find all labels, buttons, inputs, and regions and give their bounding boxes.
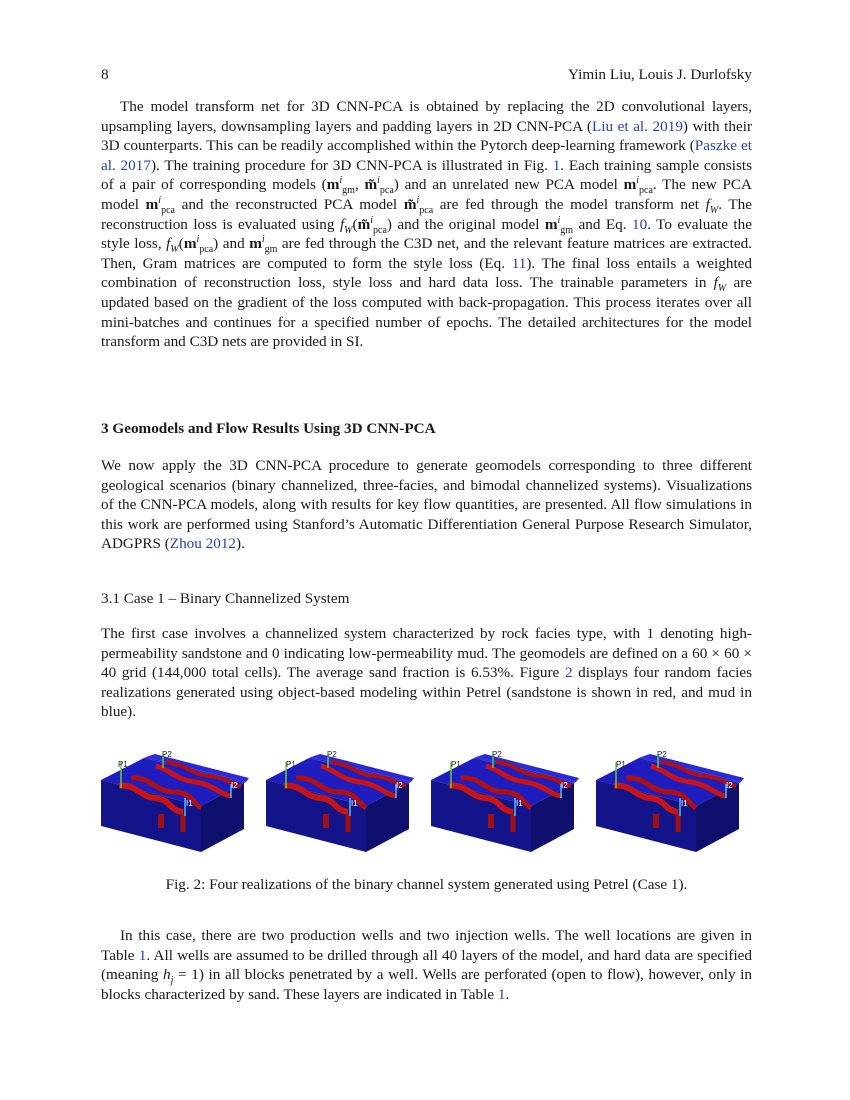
well-label-p2: P2 (327, 750, 337, 759)
well-label-p1: P1 (451, 760, 461, 769)
well-label-i2: I2 (231, 781, 238, 790)
well-label-p1: P1 (286, 760, 296, 769)
figure-2-realizations (101, 748, 752, 860)
running-authors: Yimin Liu, Louis J. Durlofsky (568, 66, 752, 83)
well-label-p1: P1 (118, 760, 128, 769)
page-header (101, 66, 752, 86)
realization-4 (596, 750, 744, 852)
realization-2 (266, 750, 414, 852)
well-label-i1: I1 (186, 799, 193, 808)
paragraph-case1-description: The first case involves a channelized system characterized by rock facies type, with 1 denoting high-permeability sandstone and 0 indicating low-permeability mud. The geomodels are defined on a 60 × 60 × 40 grid (144,000 total cells). The average sand fraction is 6.53%. Figure 2 displays four random facies realizations generated using object-based modeling within Petrel (sandstone is shown in red, and mud in blue). (101, 625, 753, 721)
well-label-i2: I2 (561, 781, 568, 790)
paragraph-section3-intro: We now apply the 3D CNN-PCA procedure to generate geomodels corresponding to three different geological scenarios (binary channelized, three-facies, and bimodal channelized systems). Visualizations of the CNN-PCA models, along with results for key flow quantities, are presented. All flow simulations in this work are performed using Stanford’s Automatic Differentiation General Purpose Research Simulator, ADGPRS (Zhou 2012). (101, 457, 752, 553)
paragraph-training-procedure: The model transform net for 3D CNN-PCA is obtained by replacing the 2D convolutional layers, upsampling layers, downsampling layers and padding layers in 2D CNN-PCA (Liu et al. 2019) with their 3D counterparts. This can be readily accomplished within the Pytorch deep-learning framework (Paszke et al. 2017). The training procedure for 3D CNN-PCA is illustrated in Fig. 1. Each training sample consists of a pair of corresponding models ($m^i_{gm}$, m̃$^i_{pca}$) and an unrelated new PCA model $m^i_{pca}$. The new PCA model $m^i_{pca}$ and the reconstructed PCA model m̃$^i_{pca}$ are fed through the model transform net $f_W$. The reconstruction loss is evaluated using $f_W(m̃^i_{pca})$ and the original model $m^i_{gm}$ and Eq. 10. To evaluate the style loss, $f_W(m^i_{pca})$ and $m^i_{gm}$ are fed through the C3D net, and the relevant feature matrices are extracted. Then, Gram matrices are computed to form the style loss (Eq. 11). The final loss entails a weighted combination of reconstruction loss, style loss and hard data loss. The trainable parameters in $f_W$ are updated based on the gradient of the loss computed with back-propagation. This process iterates over all mini-batches and continues for a specified number of epochs. The detailed architectures for the model transform and C3D nets are provided in SI. (101, 98, 753, 351)
well-label-p2: P2 (162, 750, 172, 759)
equation-ref-10[interactable]: 10 (632, 215, 648, 233)
figure-ref-1[interactable]: 1 (552, 156, 561, 174)
well-label-i1: I1 (681, 799, 688, 808)
citation-zhou-2012[interactable]: Zhou 2012 (169, 535, 237, 553)
citation-paszke-2017[interactable]: Paszke et al. 2017 (101, 137, 752, 174)
well-label-p2: P2 (657, 750, 667, 759)
well-label-p1: P1 (616, 760, 626, 769)
well-label-p2: P2 (492, 750, 502, 759)
section-heading-3: 3 Geomodels and Flow Results Using 3D CNN-PCA (101, 420, 436, 437)
well-label-i2: I2 (396, 781, 403, 790)
realization-1 (101, 750, 249, 852)
well-label-i1: I1 (516, 799, 523, 808)
figure-2-caption: Fig. 2: Four realizations of the binary channel system generated using Petrel (Case 1). (165, 876, 688, 893)
well-label-i2: I2 (726, 781, 733, 790)
equation-ref-11[interactable]: 11 (511, 254, 527, 272)
figure-ref-2[interactable]: 2 (564, 664, 573, 682)
table-ref-1[interactable]: 1 (138, 946, 147, 964)
page-number: 8 (101, 66, 109, 83)
realization-3 (431, 750, 579, 852)
well-label-i1: I1 (351, 799, 358, 808)
paragraph-well-setup: In this case, there are two production wells and two injection wells. The well locations are given in Table 1. All wells are assumed to be drilled through all 40 layers of the model, and hard data are specified (meaning $h_j = 1$) in all blocks penetrated by a well. Wells are perforated (open to flow), however, only in blocks characterized by sand. These layers are indicated in Table 1. (101, 927, 752, 1003)
subsection-heading-3-1: 3.1 Case 1 – Binary Channelized System (101, 590, 350, 607)
citation-liu-2019[interactable]: Liu et al. 2019 (591, 117, 683, 135)
table-ref-1-second[interactable]: 1 (497, 985, 506, 1003)
